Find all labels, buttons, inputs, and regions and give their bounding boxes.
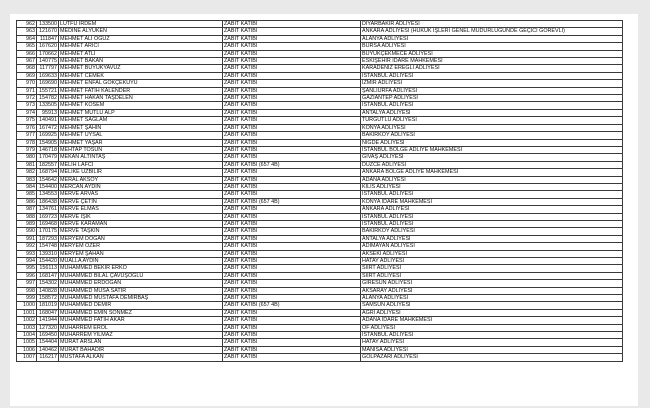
registry-number-cell: 169450: [37, 332, 59, 339]
person-name-cell: MUHAMMED MUSTAFA DEMİRBAŞ: [59, 295, 223, 302]
table-row: [17, 250, 623, 257]
table-row: [17, 109, 623, 116]
registry-number-cell: 140462: [37, 346, 59, 353]
personnel-table-body: [17, 21, 623, 362]
institution-name-cell: İZMİR ADLİYESİ: [361, 80, 623, 87]
registry-number-cell: 156113: [37, 265, 59, 272]
table-row: [17, 28, 623, 35]
registry-number-cell: 169690: [37, 80, 59, 87]
job-title-cell: ZABIT KATİBİ: [223, 124, 361, 131]
row-number-cell: 1005: [17, 339, 37, 346]
person-name-cell: LÜTFÜ İRDEM: [59, 21, 223, 28]
person-name-cell: MEKAN ALTINTAŞ: [59, 154, 223, 161]
institution-name-cell: BAKIRKÖY ADLİYESİ: [361, 228, 623, 235]
table-row: [17, 139, 623, 146]
row-number-cell: 979: [17, 146, 37, 153]
table-row: [17, 258, 623, 265]
institution-name-cell: BURSA ADLİYESİ: [361, 43, 623, 50]
job-title-cell: ZABIT KATİBİ: [223, 183, 361, 190]
row-number-cell: 995: [17, 265, 37, 272]
table-row: [17, 146, 623, 153]
job-title-cell: ZABIT KATİBİ: [223, 309, 361, 316]
registry-number-cell: 154302: [37, 280, 59, 287]
registry-number-cell: 187293: [37, 235, 59, 242]
registry-number-cell: 117797: [37, 65, 59, 72]
registry-number-cell: 168147: [37, 272, 59, 279]
row-number-cell: 970: [17, 80, 37, 87]
row-number-cell: 966: [17, 50, 37, 57]
institution-name-cell: GAZİANTEP ADLİYESİ: [361, 95, 623, 102]
institution-name-cell: HATAY ADLİYESİ: [361, 339, 623, 346]
table-row: [17, 332, 623, 339]
row-number-cell: 993: [17, 250, 37, 257]
institution-name-cell: ALANYA ADLİYESİ: [361, 295, 623, 302]
job-title-cell: ZABIT KATİBİ (657 4B): [223, 161, 361, 168]
table-row: [17, 220, 623, 227]
table-row: [17, 161, 623, 168]
job-title-cell: ZABIT KATİBİ: [223, 354, 361, 361]
table-row: [17, 354, 623, 361]
institution-name-cell: İSTANBUL ADLİYESİ: [361, 191, 623, 198]
row-number-cell: 983: [17, 176, 37, 183]
row-number-cell: 978: [17, 139, 37, 146]
table-row: [17, 154, 623, 161]
job-title-cell: ZABIT KATİBİ: [223, 213, 361, 220]
job-title-cell: ZABIT KATİBİ: [223, 206, 361, 213]
row-number-cell: 1001: [17, 309, 37, 316]
registry-number-cell: 154905: [37, 139, 59, 146]
job-title-cell: ZABIT KATİBİ: [223, 235, 361, 242]
row-number-cell: 999: [17, 295, 37, 302]
row-number-cell: 967: [17, 58, 37, 65]
row-number-cell: 971: [17, 87, 37, 94]
table-row: [17, 272, 623, 279]
table-row: [17, 198, 623, 205]
row-number-cell: 997: [17, 280, 37, 287]
person-name-cell: MUHAMMED BEKİR ERKO: [59, 265, 223, 272]
registry-number-cell: 170175: [37, 228, 59, 235]
registry-number-cell: 133505: [37, 102, 59, 109]
person-name-cell: MUHAMMED BİLAL ÇAVUŞOĞLU: [59, 272, 223, 279]
registry-number-cell: 146718: [37, 146, 59, 153]
row-number-cell: 972: [17, 95, 37, 102]
table-row: [17, 346, 623, 353]
person-name-cell: MUHAMMED FATİH AKAR: [59, 317, 223, 324]
table-row: [17, 124, 623, 131]
registry-number-cell: 140491: [37, 117, 59, 124]
job-title-cell: ZABIT KATİBİ: [223, 28, 361, 35]
row-number-cell: 990: [17, 228, 37, 235]
personnel-table: [16, 20, 623, 362]
table-row: [17, 302, 623, 309]
table-row: [17, 43, 623, 50]
table-row: [17, 317, 623, 324]
row-number-cell: 996: [17, 272, 37, 279]
person-name-cell: MEHMET ENFAL GÖKÇEKUYU: [59, 80, 223, 87]
institution-name-cell: KARADENİZ EREĞLİ ADLİYESİ: [361, 65, 623, 72]
row-number-cell: 1000: [17, 302, 37, 309]
job-title-cell: ZABIT KATİBİ: [223, 139, 361, 146]
registry-number-cell: 141944: [37, 317, 59, 324]
row-number-cell: 975: [17, 117, 37, 124]
table-row: [17, 21, 623, 28]
person-name-cell: MERVE ELMAS: [59, 206, 223, 213]
table-row: [17, 169, 623, 176]
registry-number-cell: 140828: [37, 287, 59, 294]
table-row: [17, 235, 623, 242]
institution-name-cell: BAKIRKÖY ADLİYESİ: [361, 132, 623, 139]
row-number-cell: 974: [17, 109, 37, 116]
job-title-cell: ZABIT KATİBİ: [223, 169, 361, 176]
registry-number-cell: 169633: [37, 72, 59, 79]
registry-number-cell: 154642: [37, 176, 59, 183]
institution-name-cell: ESKİŞEHİR İDARE MAHKEMESİ: [361, 58, 623, 65]
registry-number-cell: 170662: [37, 50, 59, 57]
row-number-cell: 981: [17, 161, 37, 168]
row-number-cell: 963: [17, 28, 37, 35]
row-number-cell: 986: [17, 198, 37, 205]
job-title-cell: ZABIT KATİBİ: [223, 21, 361, 28]
person-name-cell: MELİH LAFCI: [59, 161, 223, 168]
institution-name-cell: İSTANBUL ADLİYESİ: [361, 332, 623, 339]
row-number-cell: 980: [17, 154, 37, 161]
institution-name-cell: DÜZCE ADLİYESİ: [361, 161, 623, 168]
person-name-cell: MEHMET SAĞLAM: [59, 117, 223, 124]
row-number-cell: 964: [17, 35, 37, 42]
row-number-cell: 1007: [17, 354, 37, 361]
institution-name-cell: ANTALYA ADLİYESİ: [361, 235, 623, 242]
job-title-cell: ZABIT KATİBİ: [223, 146, 361, 153]
table-row: [17, 213, 623, 220]
job-title-cell: ZABIT KATİBİ: [223, 95, 361, 102]
job-title-cell: ZABIT KATİBİ: [223, 228, 361, 235]
institution-name-cell: İSTANBUL ADLİYESİ: [361, 72, 623, 79]
table-row: [17, 58, 623, 65]
registry-number-cell: 182557: [37, 161, 59, 168]
row-number-cell: 965: [17, 43, 37, 50]
institution-name-cell: TURGUTLU ADLİYESİ: [361, 117, 623, 124]
job-title-cell: ZABIT KATİBİ: [223, 243, 361, 250]
registry-number-cell: 155721: [37, 87, 59, 94]
registry-number-cell: 168794: [37, 169, 59, 176]
job-title-cell: ZABIT KATİBİ: [223, 176, 361, 183]
job-title-cell: ZABIT KATİBİ: [223, 109, 361, 116]
table-row: [17, 191, 623, 198]
person-name-cell: MUALLA AYDIN: [59, 258, 223, 265]
row-number-cell: 1002: [17, 317, 37, 324]
institution-name-cell: İSTANBUL ADLİYESİ: [361, 220, 623, 227]
institution-name-cell: ANTALYA ADLİYESİ: [361, 109, 623, 116]
registry-number-cell: 169925: [37, 132, 59, 139]
institution-name-cell: AĞRI ADLİYESİ: [361, 309, 623, 316]
job-title-cell: ZABIT KATİBİ: [223, 154, 361, 161]
table-row: [17, 35, 623, 42]
institution-name-cell: İSTANBUL ADLİYESİ: [361, 213, 623, 220]
table-row: [17, 265, 623, 272]
registry-number-cell: 95913: [37, 109, 59, 116]
person-name-cell: MERVE ÇETİN: [59, 198, 223, 205]
institution-name-cell: ALANYA ADLİYESİ: [361, 35, 623, 42]
registry-number-cell: 154404: [37, 339, 59, 346]
job-title-cell: ZABIT KATİBİ: [223, 65, 361, 72]
registry-number-cell: 154420: [37, 258, 59, 265]
table-row: [17, 228, 623, 235]
table-row: [17, 295, 623, 302]
document-page: [10, 14, 638, 406]
person-name-cell: MEHMET BÜYÜKYAVUZ: [59, 65, 223, 72]
row-number-cell: 982: [17, 169, 37, 176]
job-title-cell: ZABIT KATİBİ: [223, 43, 361, 50]
institution-name-cell: KONYA ADLİYESİ: [361, 124, 623, 131]
row-number-cell: 976: [17, 124, 37, 131]
table-row: [17, 80, 623, 87]
row-number-cell: 962: [17, 21, 37, 28]
institution-name-cell: AKSEKİ ADLİYESİ: [361, 250, 623, 257]
institution-name-cell: HATAY ADLİYESİ: [361, 258, 623, 265]
table-row: [17, 309, 623, 316]
registry-number-cell: 134553: [37, 191, 59, 198]
person-name-cell: MEHMET CEMEK: [59, 72, 223, 79]
row-number-cell: 1006: [17, 346, 37, 353]
job-title-cell: ZABIT KATİBİ: [223, 280, 361, 287]
table-row: [17, 243, 623, 250]
table-row: [17, 132, 623, 139]
job-title-cell: ZABIT KATİBİ: [223, 265, 361, 272]
row-number-cell: 998: [17, 287, 37, 294]
person-name-cell: MERAL AKSOY: [59, 176, 223, 183]
person-name-cell: MERYEM DOĞAN: [59, 235, 223, 242]
person-name-cell: MEHTAP TOSUN: [59, 146, 223, 153]
job-title-cell: ZABIT KATİBİ: [223, 87, 361, 94]
person-name-cell: MEHMET ARICI: [59, 43, 223, 50]
job-title-cell: ZABIT KATİBİ: [223, 132, 361, 139]
table-row: [17, 87, 623, 94]
institution-name-cell: BÜYÜKÇEKMECE ADLİYESİ: [361, 50, 623, 57]
row-number-cell: 987: [17, 206, 37, 213]
person-name-cell: MEHMET UYSAL: [59, 132, 223, 139]
table-row: [17, 183, 623, 190]
institution-name-cell: AKSARAY ADLİYESİ: [361, 287, 623, 294]
person-name-cell: MUSTAFA ALKAN: [59, 354, 223, 361]
person-name-cell: MUHAMMED DEMİR: [59, 302, 223, 309]
job-title-cell: ZABIT KATİBİ: [223, 35, 361, 42]
institution-name-cell: SİİRT ADLİYESİ: [361, 265, 623, 272]
registry-number-cell: 169723: [37, 213, 59, 220]
registry-number-cell: 139310: [37, 250, 59, 257]
registry-number-cell: 140775: [37, 58, 59, 65]
institution-name-cell: KİLİS ADLİYESİ: [361, 183, 623, 190]
table-row: [17, 102, 623, 109]
registry-number-cell: 154748: [37, 243, 59, 250]
registry-number-cell: 154400: [37, 183, 59, 190]
person-name-cell: MERVE IŞIK: [59, 213, 223, 220]
person-name-cell: MERVE TAŞKIN: [59, 228, 223, 235]
institution-name-cell: GİVAŞ ADLİYESİ: [361, 154, 623, 161]
row-number-cell: 1003: [17, 324, 37, 331]
row-number-cell: 969: [17, 72, 37, 79]
row-number-cell: 1004: [17, 332, 37, 339]
job-title-cell: ZABIT KATİBİ: [223, 80, 361, 87]
institution-name-cell: ANKARA ADLİYESİ: [361, 206, 623, 213]
person-name-cell: MERCAN AYDIN: [59, 183, 223, 190]
job-title-cell: ZABIT KATİBİ: [223, 102, 361, 109]
person-name-cell: MELİKE UZBİLİR: [59, 169, 223, 176]
institution-name-cell: GÖLPAZARI ADLİYESİ: [361, 354, 623, 361]
person-name-cell: MERVE KARAMAN: [59, 220, 223, 227]
job-title-cell: ZABIT KATİBİ: [223, 191, 361, 198]
institution-name-cell: ANKARA ADLİYESİ (HUKUK İŞLERİ GENEL MÜDÜRLÜĞÜNDE GEÇİCİ GÖREVLİ): [361, 28, 623, 35]
registry-number-cell: 158572: [37, 295, 59, 302]
institution-name-cell: NİĞDE ADLİYESİ: [361, 139, 623, 146]
job-title-cell: ZABIT KATİBİ: [223, 250, 361, 257]
registry-number-cell: 169468: [37, 220, 59, 227]
institution-name-cell: ADANA ADLİYESİ: [361, 176, 623, 183]
institution-name-cell: KONYA İDARE MAHKEMESİ: [361, 198, 623, 205]
table-row: [17, 65, 623, 72]
institution-name-cell: ADANA İDARE MAHKEMESİ: [361, 317, 623, 324]
person-name-cell: MEHMET ALİ OĞUZ: [59, 35, 223, 42]
table-row: [17, 117, 623, 124]
table-row: [17, 50, 623, 57]
institution-name-cell: İSTANBUL BÖLGE ADLİYE MAHKEMESİ: [361, 146, 623, 153]
row-number-cell: 985: [17, 191, 37, 198]
job-title-cell: ZABIT KATİBİ: [223, 272, 361, 279]
person-name-cell: MUHARREM YILMAZ: [59, 332, 223, 339]
registry-number-cell: 133500: [37, 21, 59, 28]
person-name-cell: MEHMET BAKAN: [59, 58, 223, 65]
table-row: [17, 287, 623, 294]
row-number-cell: 994: [17, 258, 37, 265]
institution-name-cell: ŞANLIURFA ADLİYESİ: [361, 87, 623, 94]
row-number-cell: 991: [17, 235, 37, 242]
registry-number-cell: 167620: [37, 43, 59, 50]
institution-name-cell: SİİRT ADLİYESİ: [361, 272, 623, 279]
registry-number-cell: 186438: [37, 198, 59, 205]
registry-number-cell: 181019: [37, 302, 59, 309]
person-name-cell: MEHMET ATLI: [59, 50, 223, 57]
registry-number-cell: 134761: [37, 206, 59, 213]
job-title-cell: ZABIT KATİBİ: [223, 339, 361, 346]
registry-number-cell: 121670: [37, 28, 59, 35]
job-title-cell: ZABIT KATİBİ: [223, 287, 361, 294]
person-name-cell: MEHMET ŞAHİN: [59, 124, 223, 131]
institution-name-cell: MANİSA ADLİYESİ: [361, 346, 623, 353]
person-name-cell: MERYEM ŞAHAN: [59, 250, 223, 257]
job-title-cell: ZABIT KATİBİ: [223, 295, 361, 302]
job-title-cell: ZABIT KATİBİ: [223, 317, 361, 324]
row-number-cell: 989: [17, 220, 37, 227]
registry-number-cell: 170479: [37, 154, 59, 161]
person-name-cell: MEDİNE ALYÜKEN: [59, 28, 223, 35]
job-title-cell: ZABIT KATİBİ (657 4B): [223, 302, 361, 309]
institution-name-cell: GİRESUN ADLİYESİ: [361, 280, 623, 287]
job-title-cell: ZABIT KATİBİ: [223, 258, 361, 265]
job-title-cell: ZABIT KATİBİ (657 4B): [223, 198, 361, 205]
job-title-cell: ZABIT KATİBİ: [223, 220, 361, 227]
table-row: [17, 176, 623, 183]
row-number-cell: 977: [17, 132, 37, 139]
person-name-cell: MERVE ARVAS: [59, 191, 223, 198]
row-number-cell: 988: [17, 213, 37, 220]
row-number-cell: 968: [17, 65, 37, 72]
person-name-cell: MUHARREM EROL: [59, 324, 223, 331]
person-name-cell: MEHMET YAŞAR: [59, 139, 223, 146]
table-row: [17, 280, 623, 287]
row-number-cell: 992: [17, 243, 37, 250]
person-name-cell: MURAT ARSLAN: [59, 339, 223, 346]
row-number-cell: 973: [17, 102, 37, 109]
person-name-cell: MEHMET KÖSEM: [59, 102, 223, 109]
registry-number-cell: 111847: [37, 35, 59, 42]
registry-number-cell: 168047: [37, 309, 59, 316]
registry-number-cell: 127320: [37, 324, 59, 331]
institution-name-cell: ANKARA BÖLGE ADLİYE MAHKEMESİ: [361, 169, 623, 176]
job-title-cell: ZABIT KATİBİ: [223, 72, 361, 79]
person-name-cell: MUHAMMED ERDOĞAN: [59, 280, 223, 287]
institution-name-cell: SAMSUN ADLİYESİ: [361, 302, 623, 309]
person-name-cell: MEHMET MUTLU ALP: [59, 109, 223, 116]
person-name-cell: MERYEM ÖZER: [59, 243, 223, 250]
job-title-cell: ZABIT KATİBİ: [223, 346, 361, 353]
table-row: [17, 95, 623, 102]
registry-number-cell: 167472: [37, 124, 59, 131]
institution-name-cell: OF ADLİYESİ: [361, 324, 623, 331]
table-row: [17, 339, 623, 346]
person-name-cell: MEHMET HAKAN TAŞDELEN: [59, 95, 223, 102]
job-title-cell: ZABIT KATİBİ: [223, 58, 361, 65]
institution-name-cell: İSTANBUL ADLİYESİ: [361, 102, 623, 109]
job-title-cell: ZABIT KATİBİ: [223, 50, 361, 57]
job-title-cell: ZABIT KATİBİ: [223, 117, 361, 124]
job-title-cell: ZABIT KATİBİ: [223, 332, 361, 339]
institution-name-cell: DİYARBAKIR ADLİYESİ: [361, 21, 623, 28]
row-number-cell: 984: [17, 183, 37, 190]
person-name-cell: MEHMET FATİH KALENDER: [59, 87, 223, 94]
registry-number-cell: 116217: [37, 354, 59, 361]
registry-number-cell: 154782: [37, 95, 59, 102]
table-row: [17, 324, 623, 331]
job-title-cell: ZABIT KATİBİ: [223, 324, 361, 331]
table-row: [17, 72, 623, 79]
person-name-cell: MUHAMMED EMİN SÖNMEZ: [59, 309, 223, 316]
person-name-cell: MURAT BAHADIR: [59, 346, 223, 353]
person-name-cell: MUHAMMED MUSA SATIR: [59, 287, 223, 294]
institution-name-cell: ADIMAYAN ADLİYESİ: [361, 243, 623, 250]
table-row: [17, 206, 623, 213]
